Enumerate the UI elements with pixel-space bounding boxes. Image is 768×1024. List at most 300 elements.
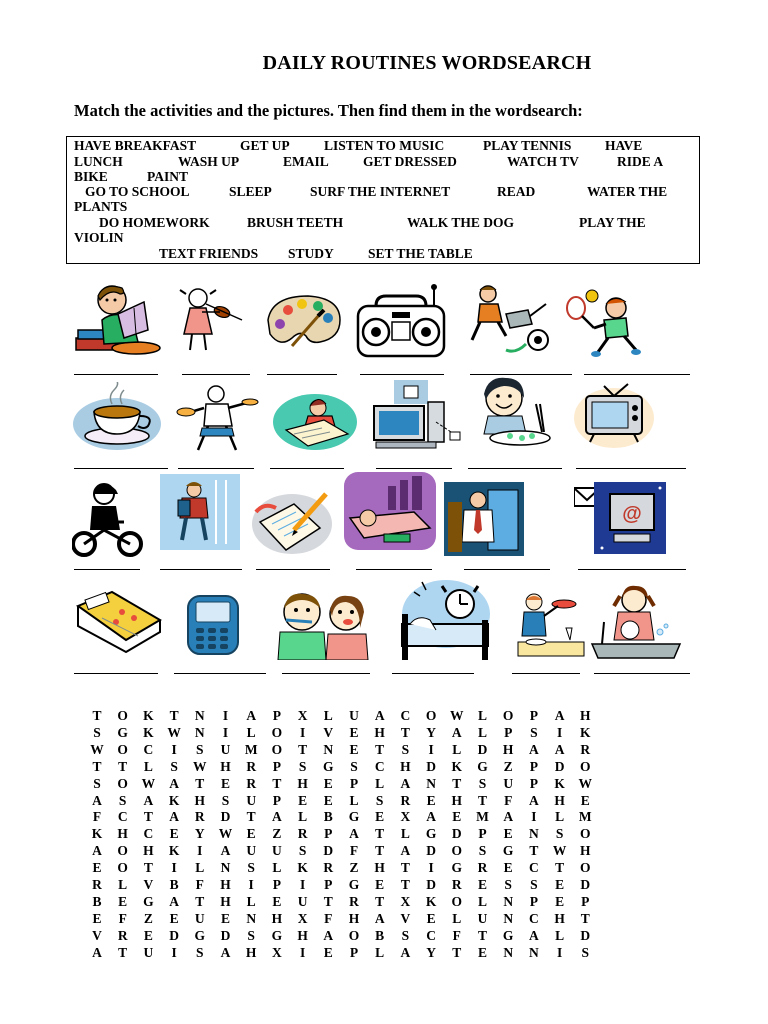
wordsearch-letter[interactable]: D: [323, 843, 334, 859]
wordsearch-letter[interactable]: U: [194, 910, 205, 926]
wordsearch-letter[interactable]: H: [554, 792, 565, 808]
wordsearch-letter[interactable]: A: [272, 809, 282, 825]
wordsearch-letter[interactable]: T: [118, 944, 128, 960]
wordsearch-letter[interactable]: F: [324, 910, 333, 926]
wordsearch-letter[interactable]: W: [218, 826, 233, 842]
wordsearch-letter[interactable]: S: [118, 792, 127, 808]
wordsearch-letter[interactable]: S: [93, 724, 101, 740]
wordsearch-letter[interactable]: A: [323, 927, 334, 943]
wordsearch-letter[interactable]: L: [298, 809, 308, 825]
wordsearch-letter[interactable]: L: [452, 741, 462, 757]
wordsearch-letter[interactable]: T: [555, 860, 565, 876]
wordsearch-letter[interactable]: X: [272, 944, 282, 960]
answer-blank[interactable]: [470, 374, 572, 375]
wordsearch-letter[interactable]: L: [400, 826, 410, 842]
wordsearch-letter[interactable]: K: [554, 775, 565, 791]
wordsearch-letter[interactable]: S: [478, 775, 487, 791]
wordsearch-letter[interactable]: K: [425, 893, 437, 909]
wordsearch-letter[interactable]: O: [117, 708, 128, 723]
wordsearch-letter[interactable]: Y: [426, 944, 436, 960]
answer-blank[interactable]: [576, 468, 686, 469]
wordsearch-letter[interactable]: O: [117, 775, 128, 791]
wordsearch-letter[interactable]: A: [529, 927, 539, 943]
wordsearch-letter[interactable]: F: [92, 809, 102, 825]
wordsearch-letter[interactable]: G: [348, 809, 360, 825]
wordsearch-letter[interactable]: P: [272, 758, 282, 774]
wordsearch-letter[interactable]: O: [580, 826, 591, 842]
wordsearch-letter[interactable]: Z: [503, 758, 513, 774]
wordsearch-letter[interactable]: H: [374, 860, 385, 876]
wordsearch-letter[interactable]: T: [143, 860, 153, 876]
wordsearch-letter[interactable]: E: [169, 826, 179, 842]
answer-blank[interactable]: [270, 468, 344, 469]
wordsearch-letter[interactable]: A: [400, 944, 411, 960]
wordsearch-letter[interactable]: T: [169, 708, 179, 723]
wordsearch-letter[interactable]: H: [271, 910, 283, 926]
wordsearch-letter[interactable]: W: [90, 741, 104, 757]
wordsearch-letter[interactable]: K: [168, 792, 180, 808]
answer-blank[interactable]: [74, 468, 168, 469]
wordsearch-letter[interactable]: A: [169, 809, 179, 825]
wordsearch-letter[interactable]: C: [117, 809, 128, 825]
wordsearch-letter[interactable]: S: [375, 792, 384, 808]
wordsearch-letter[interactable]: T: [400, 860, 410, 876]
wordsearch-letter[interactable]: R: [117, 927, 128, 943]
wordsearch-letter[interactable]: T: [477, 927, 487, 943]
wordsearch-letter[interactable]: C: [143, 826, 154, 842]
wordsearch-letter[interactable]: O: [580, 860, 591, 876]
wordsearch-letter[interactable]: D: [426, 843, 436, 859]
wordsearch-letter[interactable]: I: [222, 708, 229, 723]
wordsearch-letter[interactable]: E: [323, 792, 333, 808]
wordsearch-letter[interactable]: D: [451, 826, 462, 842]
wordsearch-letter[interactable]: R: [477, 860, 488, 876]
wordsearch-letter[interactable]: E: [452, 809, 462, 825]
wordsearch-letter[interactable]: T: [272, 775, 282, 791]
wordsearch-letter[interactable]: C: [143, 741, 154, 757]
wordsearch-letter[interactable]: G: [502, 927, 514, 943]
wordsearch-letter[interactable]: L: [143, 758, 153, 774]
wordsearch-letter[interactable]: H: [297, 775, 308, 791]
wordsearch-letter[interactable]: E: [220, 775, 230, 791]
wordsearch-letter[interactable]: T: [452, 944, 462, 960]
wordsearch-letter[interactable]: A: [400, 843, 411, 859]
wordsearch-letter[interactable]: L: [349, 792, 359, 808]
wordsearch-letter[interactable]: X: [400, 809, 411, 825]
wordsearch-letter[interactable]: F: [118, 910, 127, 926]
wordsearch-letter[interactable]: O: [117, 860, 128, 876]
wordsearch-letter[interactable]: P: [529, 758, 539, 774]
wordsearch-letter[interactable]: V: [143, 877, 154, 892]
wordsearch-letter[interactable]: L: [118, 877, 128, 892]
wordsearch-letter[interactable]: C: [374, 758, 385, 774]
wordsearch-letter[interactable]: S: [196, 944, 204, 960]
wordsearch-letter[interactable]: C: [529, 910, 539, 926]
wordsearch-letter[interactable]: W: [167, 724, 181, 740]
answer-blank[interactable]: [160, 569, 242, 570]
wordsearch-letter[interactable]: D: [580, 927, 591, 943]
wordsearch-letter[interactable]: S: [504, 877, 512, 892]
wordsearch-letter[interactable]: D: [220, 927, 231, 943]
wordsearch-letter[interactable]: Z: [143, 910, 153, 926]
wordsearch-letter[interactable]: A: [400, 775, 411, 791]
wordsearch-letter[interactable]: I: [171, 860, 177, 876]
wordsearch-letter[interactable]: W: [193, 758, 207, 774]
wordsearch-letter[interactable]: Y: [194, 826, 205, 842]
wordsearch-letter[interactable]: T: [375, 843, 385, 859]
wordsearch-letter[interactable]: P: [504, 724, 513, 740]
wordsearch-letter[interactable]: E: [143, 927, 153, 943]
answer-blank[interactable]: [584, 374, 690, 375]
wordsearch-letter[interactable]: O: [271, 741, 283, 757]
wordsearch-letter[interactable]: R: [246, 758, 257, 774]
wordsearch-letter[interactable]: N: [194, 724, 205, 740]
wordsearch-letter[interactable]: S: [478, 843, 487, 859]
wordsearch-letter[interactable]: X: [400, 893, 411, 909]
wordsearch-letter[interactable]: H: [374, 724, 385, 740]
wordsearch-letter[interactable]: E: [477, 877, 487, 892]
wordsearch-letter[interactable]: G: [477, 758, 488, 774]
wordsearch-letter[interactable]: H: [194, 792, 206, 808]
wordsearch-letter[interactable]: G: [271, 927, 283, 943]
wordsearch-letter[interactable]: F: [349, 843, 359, 859]
wordsearch-letter[interactable]: P: [349, 775, 359, 791]
answer-blank[interactable]: [74, 673, 158, 674]
wordsearch-letter[interactable]: C: [426, 927, 436, 943]
wordsearch-letter[interactable]: O: [451, 893, 463, 909]
wordsearch-letter[interactable]: S: [170, 758, 178, 774]
wordsearch-letter[interactable]: D: [426, 758, 436, 774]
wordsearch-letter[interactable]: O: [425, 708, 437, 723]
wordsearch-letter[interactable]: L: [323, 708, 333, 723]
wordsearch-letter[interactable]: G: [323, 758, 334, 774]
answer-blank[interactable]: [74, 569, 140, 570]
wordsearch-letter[interactable]: R: [194, 809, 205, 825]
wordsearch-letter[interactable]: R: [451, 877, 462, 892]
wordsearch-letter[interactable]: C: [529, 860, 539, 876]
wordsearch-letter[interactable]: V: [92, 927, 102, 943]
wordsearch-letter[interactable]: N: [529, 944, 539, 960]
wordsearch-letter[interactable]: P: [581, 893, 590, 909]
wordsearch-letter[interactable]: X: [297, 708, 308, 723]
answer-blank[interactable]: [578, 569, 686, 570]
wordsearch-letter[interactable]: E: [426, 792, 436, 808]
wordsearch-letter[interactable]: K: [451, 758, 463, 774]
wordsearch-letter[interactable]: H: [580, 843, 591, 859]
wordsearch-letter[interactable]: O: [451, 843, 463, 859]
wordsearch-letter[interactable]: A: [529, 741, 539, 757]
wordsearch-letter[interactable]: T: [298, 741, 308, 757]
wordsearch-letter[interactable]: E: [349, 724, 359, 740]
wordsearch-letter[interactable]: N: [426, 775, 436, 791]
wordsearch-letter[interactable]: T: [375, 826, 385, 842]
answer-blank[interactable]: [178, 468, 254, 469]
wordsearch-letter[interactable]: R: [297, 826, 308, 842]
wordsearch-letter[interactable]: O: [502, 708, 514, 723]
wordsearch-letter[interactable]: C: [400, 708, 411, 723]
wordsearch-letter[interactable]: T: [246, 809, 256, 825]
wordsearch-letter[interactable]: A: [529, 792, 539, 808]
wordsearch-letter[interactable]: A: [374, 708, 385, 723]
wordsearch-letter[interactable]: A: [503, 809, 514, 825]
wordsearch-letter[interactable]: I: [428, 741, 434, 757]
wordsearch-letter[interactable]: R: [246, 775, 257, 791]
wordsearch-letter[interactable]: P: [324, 877, 333, 892]
wordsearch-letter[interactable]: F: [452, 927, 461, 943]
wordsearch-letter[interactable]: H: [220, 893, 231, 909]
wordsearch-letter[interactable]: S: [555, 826, 564, 842]
wordsearch-letter[interactable]: I: [299, 877, 306, 892]
wordsearch-letter[interactable]: G: [348, 877, 360, 892]
wordsearch-letter[interactable]: I: [222, 724, 229, 740]
wordsearch-letter[interactable]: S: [581, 944, 590, 960]
wordsearch-letter[interactable]: A: [374, 910, 385, 926]
wordsearch-letter[interactable]: O: [271, 724, 283, 740]
wordsearch-letter[interactable]: K: [297, 860, 308, 876]
wordsearch-letter[interactable]: H: [143, 843, 154, 859]
wordsearch-letter[interactable]: H: [117, 826, 128, 842]
wordsearch-letter[interactable]: F: [504, 792, 513, 808]
wordsearch-letter[interactable]: N: [503, 910, 514, 926]
wordsearch-letter[interactable]: S: [401, 927, 410, 943]
wordsearch-letter[interactable]: H: [220, 877, 231, 892]
wordsearch-letter[interactable]: A: [92, 792, 102, 808]
wordsearch-letter[interactable]: A: [246, 708, 257, 723]
wordsearch-letter[interactable]: L: [477, 893, 487, 909]
wordsearch-letter[interactable]: I: [428, 860, 434, 876]
wordsearch-letter[interactable]: P: [529, 893, 539, 909]
wordsearch-letter[interactable]: A: [451, 724, 462, 740]
wordsearch-letter[interactable]: X: [297, 910, 308, 926]
wordsearch-letter[interactable]: U: [246, 792, 257, 808]
wordsearch-letter[interactable]: I: [171, 944, 177, 960]
wordsearch-letter[interactable]: E: [426, 910, 436, 926]
wordsearch-letter[interactable]: T: [580, 910, 590, 926]
wordsearch-letter[interactable]: U: [297, 893, 308, 909]
wordsearch-letter[interactable]: D: [426, 877, 436, 892]
wordsearch-letter[interactable]: S: [401, 741, 410, 757]
answer-blank[interactable]: [464, 569, 550, 570]
wordsearch-letter[interactable]: L: [375, 775, 385, 791]
wordsearch-letter[interactable]: G: [143, 893, 154, 909]
wordsearch-letter[interactable]: N: [503, 944, 514, 960]
wordsearch-letter[interactable]: E: [323, 775, 333, 791]
wordsearch-letter[interactable]: S: [530, 724, 538, 740]
wordsearch-letter[interactable]: A: [169, 893, 179, 909]
wordsearch-letter[interactable]: L: [555, 809, 565, 825]
wordsearch-letter[interactable]: B: [323, 809, 333, 825]
wordsearch-letter[interactable]: E: [477, 944, 487, 960]
wordsearch-letter[interactable]: M: [476, 809, 489, 825]
wordsearch-letter[interactable]: A: [554, 741, 565, 757]
wordsearch-letter[interactable]: S: [247, 860, 255, 876]
wordsearch-letter[interactable]: R: [349, 893, 359, 909]
wordsearch-letter[interactable]: T: [477, 792, 487, 808]
wordsearch-letter[interactable]: H: [502, 741, 514, 757]
wordsearch-letter[interactable]: K: [580, 724, 591, 740]
answer-blank[interactable]: [282, 673, 370, 674]
wordsearch-letter[interactable]: L: [246, 724, 256, 740]
wordsearch-letter[interactable]: O: [117, 843, 128, 859]
wordsearch-letter[interactable]: T: [195, 775, 205, 791]
wordsearch-letter[interactable]: R: [92, 877, 102, 892]
wordsearch-letter[interactable]: G: [117, 724, 128, 740]
wordsearch-letter[interactable]: P: [324, 826, 333, 842]
wordsearch-letter[interactable]: B: [92, 893, 102, 909]
wordsearch-letter[interactable]: H: [245, 944, 257, 960]
wordsearch-letter[interactable]: H: [297, 927, 308, 943]
wordsearch-letter[interactable]: T: [400, 877, 410, 892]
wordsearch-letter[interactable]: K: [91, 826, 103, 842]
wordsearch-letter[interactable]: L: [246, 893, 256, 909]
answer-blank[interactable]: [392, 673, 474, 674]
wordsearch-letter[interactable]: P: [529, 708, 539, 723]
wordsearch-letter[interactable]: U: [477, 910, 488, 926]
wordsearch-letter[interactable]: I: [556, 724, 563, 740]
wordsearch-letter[interactable]: K: [168, 843, 180, 859]
answer-blank[interactable]: [468, 468, 562, 469]
wordsearch-letter[interactable]: H: [554, 910, 565, 926]
wordsearch-letter[interactable]: R: [400, 792, 411, 808]
wordsearch-letter[interactable]: P: [272, 877, 282, 892]
wordsearch-letter[interactable]: B: [169, 877, 179, 892]
wordsearch-letter[interactable]: E: [375, 809, 385, 825]
wordsearch-letter[interactable]: A: [426, 809, 436, 825]
wordsearch-letter[interactable]: S: [530, 877, 538, 892]
wordsearch-letter[interactable]: O: [580, 758, 591, 774]
wordsearch-letter[interactable]: G: [425, 826, 437, 842]
wordsearch-letter[interactable]: G: [451, 860, 463, 876]
answer-blank[interactable]: [267, 374, 337, 375]
wordsearch-letter[interactable]: A: [143, 792, 154, 808]
wordsearch-letter[interactable]: E: [580, 792, 590, 808]
answer-blank[interactable]: [174, 673, 266, 674]
wordsearch-letter[interactable]: T: [323, 893, 333, 909]
wordsearch-letter[interactable]: E: [555, 893, 565, 909]
wordsearch-letter[interactable]: R: [580, 741, 591, 757]
wordsearch-letter[interactable]: U: [246, 843, 257, 859]
wordsearch-letter[interactable]: T: [118, 758, 128, 774]
answer-blank[interactable]: [376, 468, 452, 469]
wordsearch-letter[interactable]: E: [555, 877, 565, 892]
wordsearch-letter[interactable]: S: [298, 758, 307, 774]
wordsearch-letter[interactable]: D: [220, 809, 231, 825]
wordsearch-letter[interactable]: N: [529, 826, 539, 842]
wordsearch-letter[interactable]: H: [580, 708, 591, 723]
wordsearch-letter[interactable]: M: [578, 809, 592, 825]
wordsearch-letter[interactable]: S: [350, 758, 358, 774]
answer-blank[interactable]: [182, 374, 250, 375]
wordsearch-letter[interactable]: T: [92, 708, 102, 723]
wordsearch-letter[interactable]: U: [272, 843, 282, 859]
wordsearch-letter[interactable]: P: [349, 944, 359, 960]
wordsearch-letter[interactable]: A: [220, 944, 231, 960]
wordsearch-letter[interactable]: N: [194, 708, 205, 723]
wordsearch-letter[interactable]: L: [477, 724, 487, 740]
wordsearch-letter[interactable]: E: [272, 893, 282, 909]
wordsearch-letter[interactable]: L: [555, 927, 565, 943]
wordsearch-letter[interactable]: D: [554, 758, 565, 774]
wordsearch-letter[interactable]: O: [117, 741, 128, 757]
wordsearch-letter[interactable]: F: [195, 877, 204, 892]
wordsearch-letter[interactable]: O: [348, 927, 360, 943]
wordsearch-letter[interactable]: E: [503, 826, 513, 842]
wordsearch-letter[interactable]: E: [92, 910, 102, 926]
wordsearch-letter[interactable]: T: [143, 809, 153, 825]
wordsearch-letter[interactable]: K: [143, 724, 154, 740]
answer-blank[interactable]: [356, 569, 432, 570]
wordsearch-letter[interactable]: S: [196, 741, 204, 757]
wordsearch-letter[interactable]: E: [246, 826, 256, 842]
wordsearch-letter[interactable]: W: [141, 775, 156, 791]
wordsearch-letter[interactable]: I: [299, 724, 306, 740]
wordsearch-letter[interactable]: I: [556, 944, 563, 960]
wordsearch-letter[interactable]: T: [452, 775, 462, 791]
wordsearch-letter[interactable]: R: [323, 860, 334, 876]
wordsearch-letter[interactable]: A: [349, 826, 359, 842]
wordsearch-letter[interactable]: U: [349, 708, 359, 723]
wordsearch-letter[interactable]: Y: [426, 724, 436, 740]
wordsearch-letter[interactable]: N: [246, 910, 257, 926]
wordsearch-letter[interactable]: B: [375, 927, 385, 943]
wordsearch-letter[interactable]: P: [478, 826, 487, 842]
wordsearch-letter[interactable]: D: [169, 927, 179, 943]
wordsearch-letter[interactable]: P: [529, 775, 539, 791]
wordsearch-letter[interactable]: A: [92, 843, 102, 859]
wordsearch-letter[interactable]: E: [169, 910, 179, 926]
wordsearch-letter[interactable]: N: [323, 741, 334, 757]
wordsearch-letter[interactable]: E: [92, 860, 102, 876]
wordsearch-letter[interactable]: I: [299, 944, 306, 960]
wordsearch-letter[interactable]: P: [272, 708, 282, 723]
wordsearch-letter[interactable]: I: [171, 741, 177, 757]
wordsearch-letter[interactable]: M: [244, 741, 258, 757]
wordsearch-letter[interactable]: N: [220, 860, 231, 876]
wordsearch-letter[interactable]: E: [375, 877, 385, 892]
wordsearch-letter[interactable]: T: [529, 843, 539, 859]
answer-blank[interactable]: [256, 569, 330, 570]
wordsearch-letter[interactable]: E: [220, 910, 230, 926]
wordsearch-letter[interactable]: T: [400, 724, 410, 740]
wordsearch-letter[interactable]: V: [400, 910, 411, 926]
wordsearch-letter[interactable]: E: [118, 893, 128, 909]
wordsearch-letter[interactable]: L: [195, 860, 205, 876]
wordsearch-letter[interactable]: H: [451, 792, 463, 808]
wordsearch-letter[interactable]: W: [450, 708, 464, 723]
answer-blank[interactable]: [360, 374, 444, 375]
answer-blank[interactable]: [512, 673, 580, 674]
wordsearch-letter[interactable]: T: [195, 893, 205, 909]
wordsearch-letter[interactable]: L: [375, 944, 385, 960]
wordsearch-letter[interactable]: T: [375, 893, 385, 909]
wordsearch-letter[interactable]: E: [298, 792, 308, 808]
wordsearch-letter[interactable]: A: [92, 944, 102, 960]
wordsearch-letter[interactable]: G: [502, 843, 514, 859]
wordsearch-letter[interactable]: S: [247, 927, 255, 943]
wordsearch-letter[interactable]: K: [143, 708, 154, 723]
wordsearch-letter[interactable]: A: [554, 708, 565, 723]
answer-blank[interactable]: [74, 374, 158, 375]
wordsearch-letter[interactable]: A: [220, 843, 231, 859]
wordsearch-letter[interactable]: L: [272, 860, 282, 876]
wordsearch-letter[interactable]: U: [220, 741, 231, 757]
wordsearch-letter[interactable]: D: [580, 877, 591, 892]
wordsearch-letter[interactable]: A: [169, 775, 179, 791]
wordsearch-letter[interactable]: L: [477, 708, 487, 723]
wordsearch-letter[interactable]: W: [578, 775, 593, 791]
wordsearch-letter[interactable]: I: [531, 809, 537, 825]
wordsearch-letter[interactable]: V: [323, 724, 334, 740]
